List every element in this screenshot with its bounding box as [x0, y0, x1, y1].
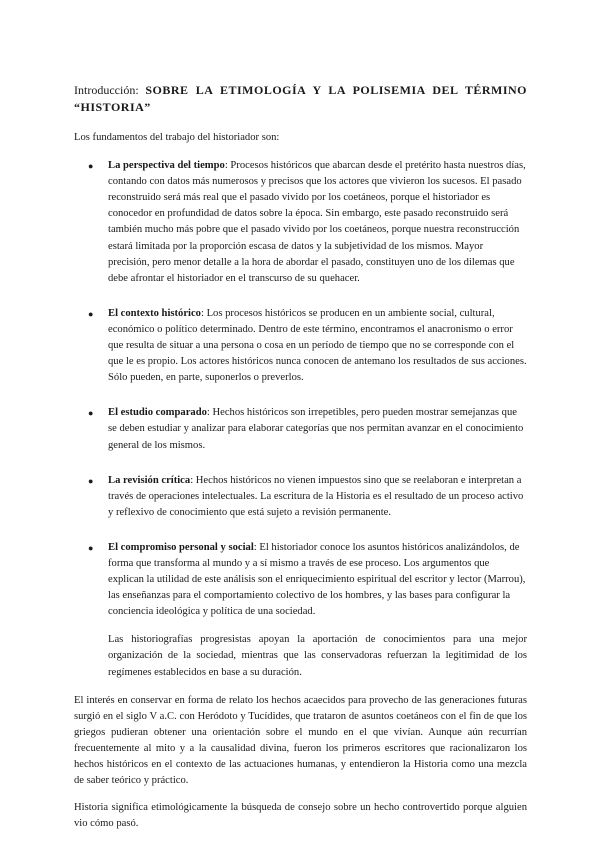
item-text: : Los procesos históricos se producen en un ambiente social, cultural, económico o político determinado. Dentro de este término, encontramos el anacronismo o error que resulta de situar a una persona o cosa en un período de tiempo que no se corresponde con el que le es propio. Los actores históricos nunca conocen de antemano los resultados de sus acciones. Sólo pueden, en parte, suponerlos o preverlos.	[108, 307, 527, 384]
bullet-icon: ●	[88, 308, 94, 319]
list-item	[74, 405, 527, 453]
list-item	[74, 473, 527, 521]
item-text: : El historiador conoce los asuntos históricos analizándolos, de forma que transforma al mundo y a sí mismo a través de ese proceso. Los argumentos que explican la utilidad de este análisis son el enriquecimiento espiritual del escritor y lector (Marrou), las enseñanzas para el comportamiento colectivo de los hombres, y las bases para configurar la conciencia ideológica y política de una sociedad.	[108, 541, 526, 618]
item-term: El contexto histórico	[108, 307, 201, 319]
item-text: : Hechos históricos son irrepetibles, pero pueden mostrar semejanzas que se deben estudiar y analizar para elaborar categorías que nos permitan avanzar en el conocimiento general de los mismos.	[108, 407, 524, 451]
item-term: La revisión crítica	[108, 474, 191, 486]
document-heading	[74, 82, 527, 116]
lead-paragraph: Los fundamentos del trabajo del historiador son:	[74, 132, 280, 143]
heading-title: SOBRE LA ETIMOLOGÍA Y LA POLISEMIA DEL TÉRMINO “HISTORIA”	[74, 83, 528, 114]
list-item	[74, 306, 527, 386]
bullet-icon: ●	[88, 542, 94, 553]
item-text: : Procesos históricos que abarcan desde el pretérito hasta nuestros días, contando con datos más numerosos y precisos que los actores que vivieron los sucesos. El pasado reconstruido será más real que el pasado vivido por los coetáneos, porque el historiador es conocedor en profundidad de datos sobre la época. Sin embargo, este pasado reconstruido será también mucho más pobre que el pasado vivido por los coetáneos, porque nuestra reconstrucción estará limitada por la proporción escasa de datos y la subjetividad de los mismos. Mayor precisión, pero menor detalle a la hora de abordar el pasado, constituyen uno de los dilemas que debe afrontar el historiador en el transcurso de su quehacer.	[108, 160, 526, 284]
heading-intro: Introducción:	[74, 83, 139, 97]
item-text: : Hechos históricos no vienen impuestos sino que se reelaboran e interpretan a través de operaciones intelectuales. La escritura de la Historia es el resultado de un proceso activo y reflexivo de conocimiento que está sujeto a revisión permanente.	[108, 474, 524, 518]
fundamentals-list	[74, 158, 527, 620]
document-page	[74, 82, 527, 843]
bullet-icon: ●	[88, 408, 94, 419]
bullet-icon: ●	[88, 475, 94, 486]
list-item	[74, 158, 527, 287]
body-paragraph: El interés en conservar en forma de relato los hechos acaecidos para provecho de las generaciones futuras surgió en el siglo V a.C. con Heródoto y Tucídides, que trataron de asuntos coetáneos con el fin de que los griegos pudieran obtener una orientación sobre el mundo en el que vivían. Aunque aún recurrían frecuentemente al mito y a la causalidad divina, fueron los primeros escritores que racionalizaron los hechos históricos en el contexto de las actuaciones humanas, y entendieron la Historia como una mezcla de saber teórico y práctico.	[74, 694, 527, 787]
indented-paragraph: Las historiografías progresistas apoyan la aportación de conocimientos para una mejor organización de la sociedad, mientras que las conservadoras refuerzan la legitimidad de los regímenes establecidos en base a su duración.	[108, 634, 527, 678]
item-term: El compromiso personal y social	[108, 541, 254, 553]
item-term: El estudio comparado	[108, 407, 207, 419]
body-paragraph: Historia significa etimológicamente la búsqueda de consejo sobre un hecho controvertido porque alguien vio cómo pasó.	[74, 802, 527, 830]
bullet-icon: ●	[88, 161, 94, 172]
item-term: La perspectiva del tiempo	[108, 160, 225, 172]
list-item	[74, 540, 527, 620]
